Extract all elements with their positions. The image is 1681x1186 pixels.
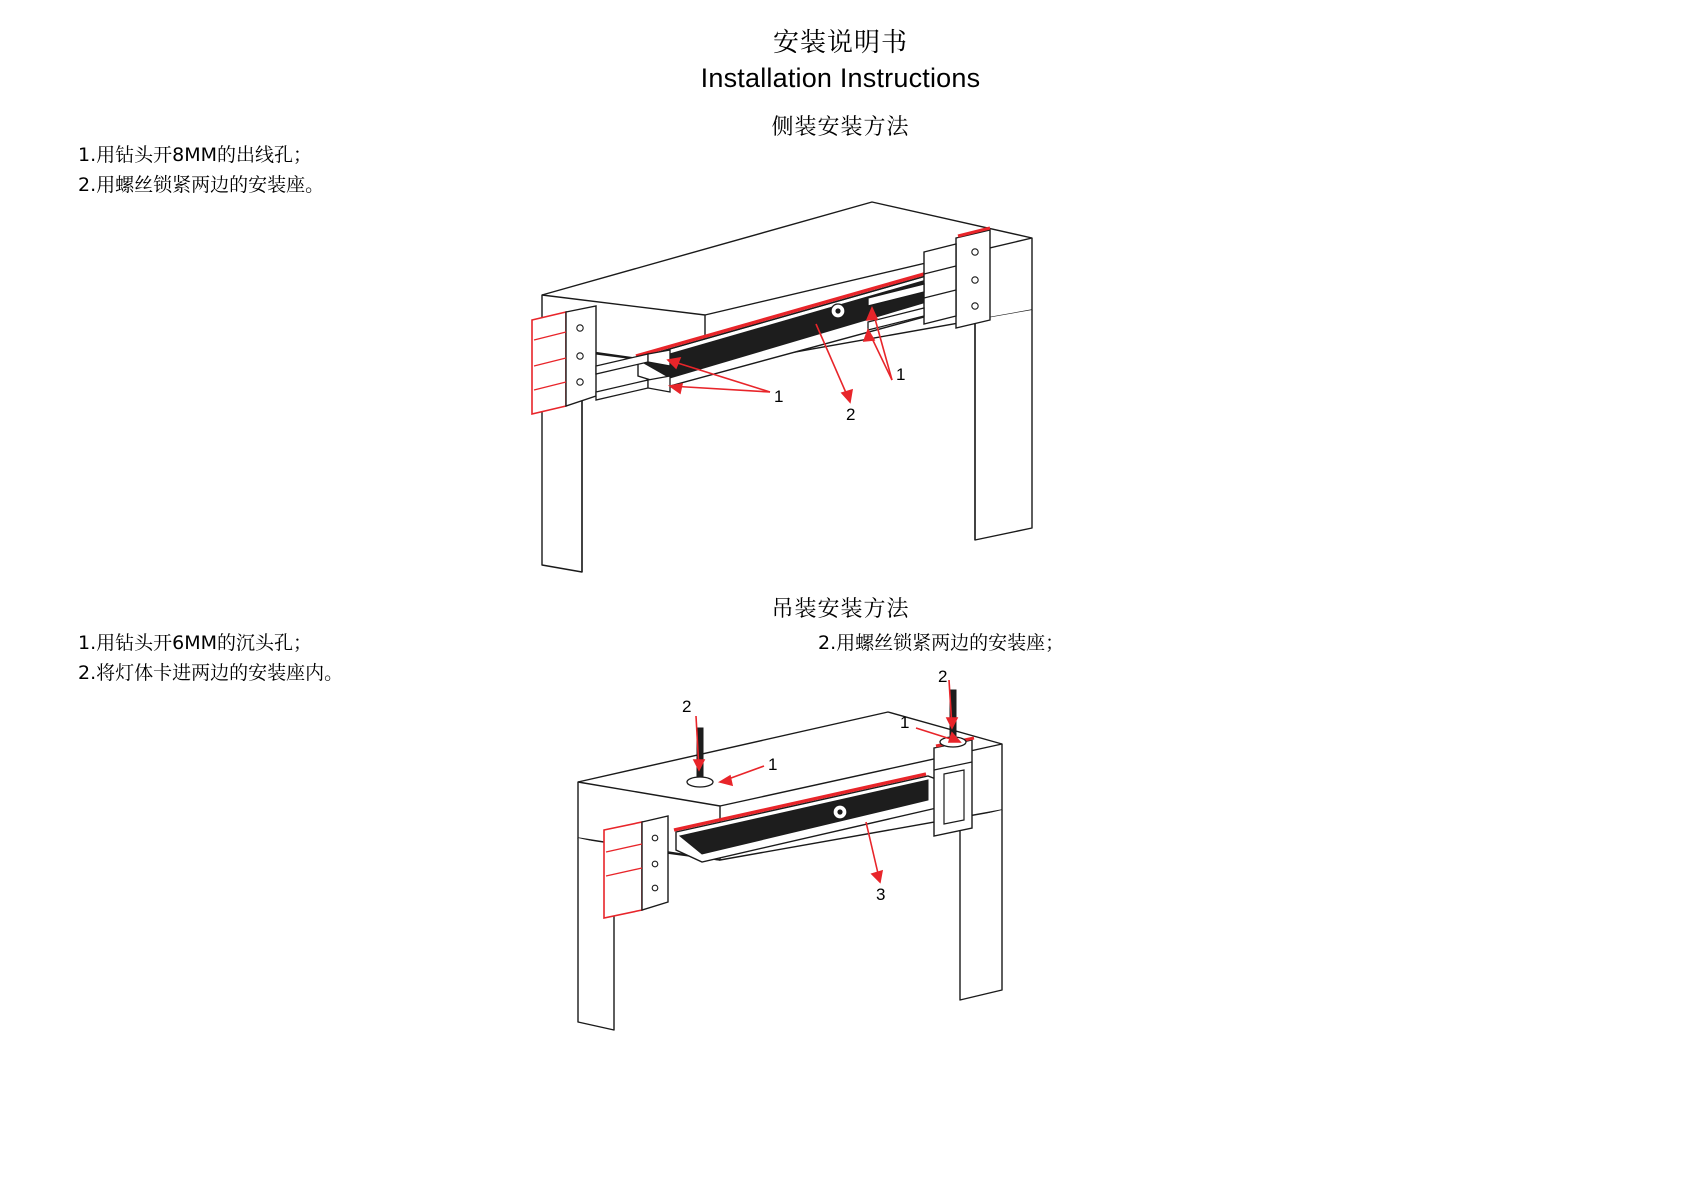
callout-label: 2 — [938, 667, 948, 686]
note-item: 2.用螺丝锁紧两边的安装座。 — [78, 174, 325, 196]
callout-label: 2 — [846, 405, 856, 424]
note-item: 1.用钻头开6MM的沉头孔； — [78, 632, 313, 654]
figure-hanging-mount-diagram — [540, 667, 1140, 1070]
section-heading-side-mount: 侧装安装方法 — [771, 115, 910, 140]
callout-label: 3 — [876, 885, 886, 904]
callout-label: 1 — [896, 365, 906, 384]
note-item: 2.将灯体卡进两边的安装座内。 — [78, 662, 344, 684]
document-title-chinese: 安装说明书 — [772, 28, 908, 58]
notes-side-mount — [78, 140, 324, 200]
section-heading-hanging-mount: 吊装安装方法 — [771, 597, 910, 622]
callout-label: 1 — [900, 713, 910, 732]
notes-hanging-mount-left — [78, 628, 343, 688]
callout-label: 1 — [774, 387, 784, 406]
callout-label: 2 — [682, 697, 692, 716]
note-item: 2.用螺丝锁紧两边的安装座； — [818, 632, 1065, 654]
notes-hanging-mount-right — [818, 628, 1064, 658]
figure-side-mount-diagram — [520, 180, 1140, 580]
document-title-block — [0, 26, 1681, 96]
callout-label: 1 — [768, 755, 778, 774]
document-title-english: Installation Instructions — [700, 63, 981, 93]
note-item: 1.用钻头开8MM的出线孔； — [78, 144, 313, 166]
